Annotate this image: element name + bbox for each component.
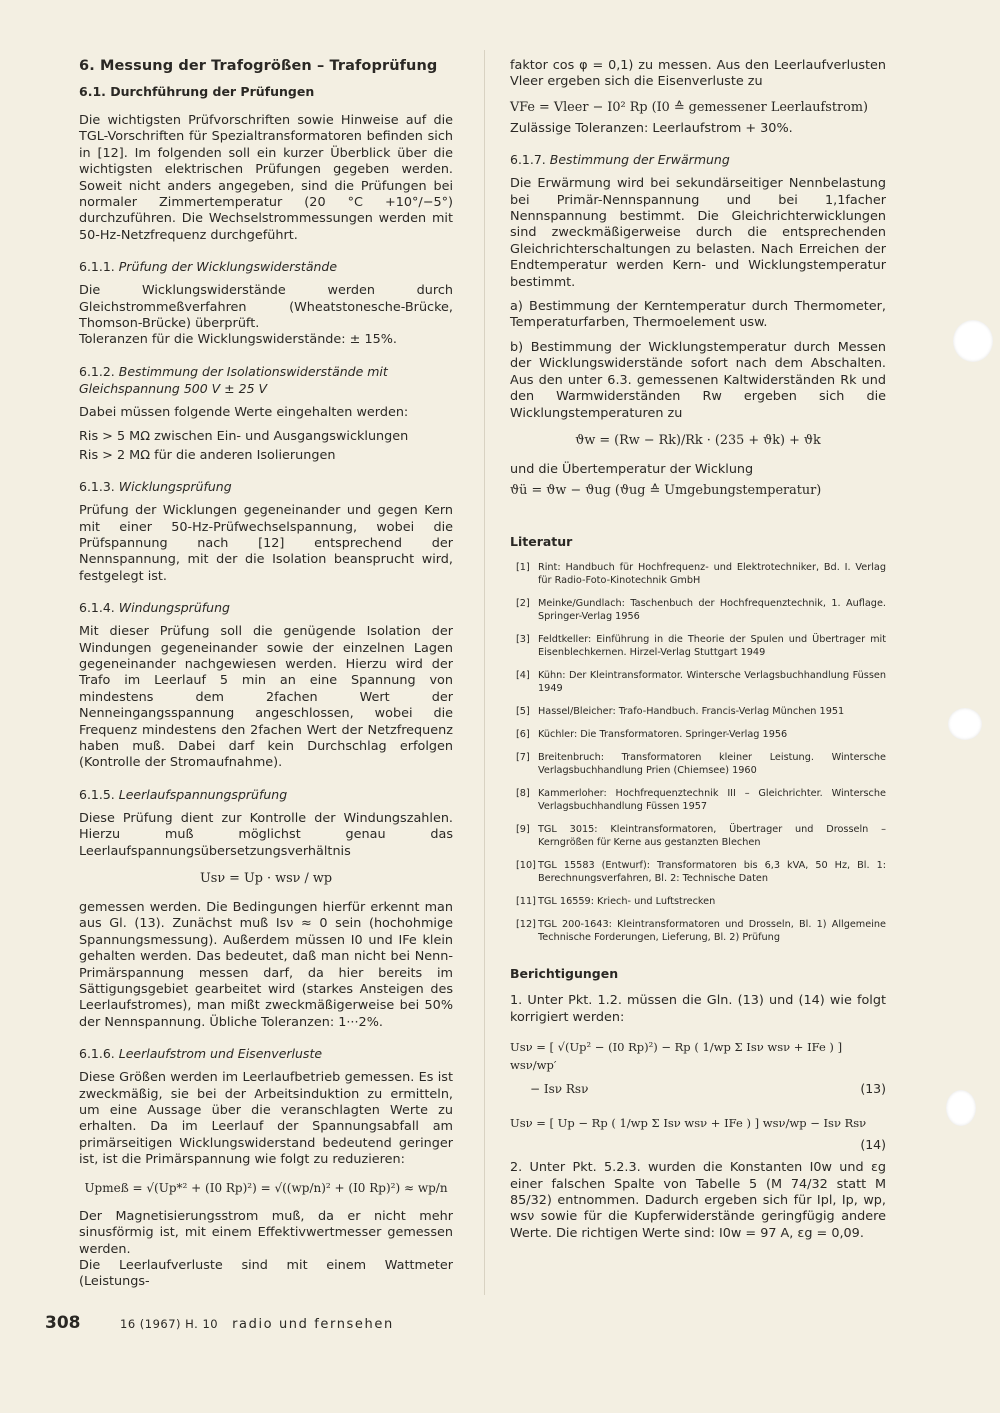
paragraph-6-1-6-losses: Die Leerlaufverluste sind mit einem Wattmeter (Leistungs- [79,1257,453,1290]
reference-item [516,633,886,659]
subsection-number: 6.1.5. [79,786,115,802]
subsection-heading-6-1-5 [79,786,453,803]
paragraph-6-1-2: Dabei müssen folgende Werte eingehalten werden: [79,404,409,420]
reference-list [510,561,886,944]
reference-number: [7] [516,752,530,764]
paragraph-continued: faktor cos φ = 0,1) zu messen. Aus den Leerlaufverlusten Vleer ergeben sich die Eisenverluste zu [510,58,886,90]
reference-number: [4] [516,670,530,682]
reference-text: TGL 16559: Kriech- und Luftstrecken [538,896,716,908]
reference-item [516,597,886,623]
chapter-title: 6. Messung der Trafogrößen – Trafoprüfung [79,58,438,74]
reference-text: Küchler: Die Transformatoren. Springer-Verlag 1956 [538,729,788,741]
reference-item [516,705,886,718]
subsection-heading-6-1-1 [79,258,453,275]
left-column [79,52,453,1299]
subsection-number: 6.1.1. [79,259,115,275]
reference-number: [11] [516,896,536,908]
subsection-title: Bestimmung der Erwärmung [549,152,730,168]
reference-number: [3] [516,634,530,646]
paragraph-6-1-7: Die Erwärmung wird bei sekundärseitiger Nennbelastung bei Primär-Nennspannung und bei 1,1facher Nennspannung bestimmt. Die Gleichrichterwicklungen sind zweckmäßigerweise durch die entsprechenden Gleichrichterschaltungen zu belasten. Nach Erreichen der Endtemperatur werden Kern- und Wicklungstemperatur bestimmt. [510,176,886,290]
reference-number: [9] [516,824,530,836]
reference-text: Kammerloher: Hochfrequenztechnik III – Gleichrichter. Wintersche Verlagsbuchhandlung Füssen 1957 [538,788,886,813]
formula-voltage-ratio: Usν = Up · wsν / wp [199,871,333,886]
subsection-heading-6-1-6 [79,1045,453,1062]
subsection-title: Leerlaufspannungsprüfung [118,786,288,802]
reference-text: Feldtkeller: Einführung in die Theorie der Spulen und Übertrager mit Eisenblechkernen. Hirzel-Verlag Stuttgart 1949 [538,634,886,659]
reference-item [516,895,886,908]
reference-number: [10] [516,860,536,872]
reference-text: Meinke/Gundlach: Taschenbuch der Hochfrequenztechnik, 1. Auflage. Springer-Verlag 1956 [538,598,886,623]
paragraph-6-1-2-a: Ris > 5 MΩ zwischen Ein- und Ausgangswicklungen [79,429,409,445]
corrections-heading: Berichtigungen [510,966,619,982]
equation-number-14: (14) [860,1137,886,1153]
page-number: 308 [45,1313,81,1333]
subsection-heading-6-1-7 [510,151,886,168]
reference-text: TGL 200-1643: Kleintransformatoren und Drosseln, Bl. 1) Allgemeine Technische Forderungen, Lieferung, Bl. 2) Prüfung [538,919,886,944]
paragraph-6-1-6-magnetizing: Der Magnetisierungsstrom muß, da er nicht mehr sinusförmig ist, mit einem Effektivwertmesser gemessen werden. [79,1208,453,1257]
reference-number: [1] [516,562,530,574]
subsection-title: Leerlaufstrom und Eisenverluste [118,1046,323,1062]
reference-item [516,787,886,813]
paragraph-6-1-1: Die Wicklungswiderstände werden durch Gleichstrommeßverfahren (Wheatstonesche-Brücke, Thomson-Brücke) überprüft. [79,283,453,332]
paragraph-overtemperature: und die Übertemperatur der Wicklung [510,461,754,477]
formula-14: Usν = [ Up − Rp ( 1/wp Σ Isν wsν + IFe ) ] wsν/wp − Isν Rsν [510,1116,867,1131]
subsection-heading-6-1-3 [79,478,453,495]
reference-number: [8] [516,788,530,800]
reference-item [516,561,886,587]
punch-hole [946,1090,976,1126]
subsection-title: Bestimmung der Isolationswiderstände mit Gleichspannung 500 V ± 25 V [79,363,388,396]
paragraph-6-1-7-b: b) Bestimmung der Wicklungstemperatur durch Messen der Wicklungswiderstände sofort nach dem Abschalten. Aus den unter 6.3. gemessenen Kaltwiderständen Rk und den Warmwiderständen Rw ergeben sich die Wicklungstemperaturen zu [510,339,886,421]
reference-text: Breitenbruch: Transformatoren kleiner Leistung. Wintersche Verlagsbuchhandlung Prien (Chiemsee) 1960 [538,752,886,777]
reference-item [516,728,886,741]
formula-13-tail: − Isν Rsν [530,1082,589,1097]
formula-13-continued [510,1080,886,1098]
corrections-item-1: 1. Unter Pkt. 1.2. müssen die Gln. (13) und (14) wie folgt korrigiert werden: [510,993,886,1025]
equation-number-13: (13) [860,1081,886,1097]
right-column [510,52,886,1250]
corrections-item-2: 2. Unter Pkt. 5.2.3. wurden die Konstanten I0w und εg einer falschen Spalte von Tabelle 5 (M 74/32 statt M 85/32) entnommen. Dadurch ergeben sich für Ipl, Ip, wp, wsν sowie für die Kupferwiderstände geringfügig andere Werte. Die richtigen Werte sind: I0w = 97 A, εg = 0,09. [510,1160,886,1241]
subsection-title: Wicklungsprüfung [118,479,232,495]
reference-number: [5] [516,706,530,718]
subsection-number: 6.1.3. [79,479,115,495]
reference-number: [6] [516,729,530,741]
reference-item [516,859,886,885]
section-heading-6-1: 6.1. Durchführung der Prüfungen [79,84,315,99]
formula-winding-temperature: ϑw = (Rw − Rk)/Rk · (235 + ϑk) + ϑk [575,432,821,448]
subsection-number: 6.1.7. [510,152,546,168]
page-footer [45,1313,645,1333]
paragraph-6-1-5: Diese Prüfung dient zur Kontrolle der Windungszahlen. Hierzu muß möglichst genau das Leerlaufspannungsübersetzungsverhältnis [79,810,453,859]
reference-item [516,751,886,777]
reference-item [516,823,886,849]
issue-info: 16 (1967) H. 10 [120,1317,219,1331]
formula-iron-losses: VFe = Vleer − I0² Rp (I0 ≙ gemessener Leerlaufstrom) [510,99,868,115]
paragraph-6-1-4: Mit dieser Prüfung soll die genügende Isolation der Windungen gegeneinander sowie der einzelnen Lagen gegeneinander nachgewiesen werden. Hierzu wird der Trafo im Leerlauf 5 min an eine Spannung von mindestens dem 2fachen Wert der Nenneingangsspannung angeschlossen, wobei die Frequenz mindestens den 2fachen Wert der Netzfrequenz haben muß. Dabei darf kein Durchschlag erfolgen (Kontrolle der Stromaufnahme). [79,624,453,771]
paragraph-6-1-6: Diese Größen werden im Leerlaufbetrieb gemessen. Es ist zweckmäßig, sie bei der Arbeitsinduktion zu ermitteln, um eine Aussage über die veranschlagten Werte zu erhalten. Da im Leerlauf der Spannungsabfall am primärseitigen Wicklungswiderstand bedeutend geringer ist, ist die Primärspannung wie folgt zu reduzieren: [79,1070,453,1168]
reference-number: [12] [516,919,536,931]
subsection-number: 6.1.2. [79,363,115,379]
subsection-title: Windungsprüfung [118,600,230,616]
journal-name: radio und fernsehen [232,1317,394,1332]
column-divider [484,50,485,1295]
reference-number: [2] [516,598,530,610]
subsection-heading-6-1-2 [79,363,453,397]
paragraph-6-1-7-a: a) Bestimmung der Kerntemperatur durch Thermometer, Temperaturfarben, Thermoelement usw. [510,299,886,331]
paragraph-6-1-5-cont: gemessen werden. Die Bedingungen hierfür erkennt man aus Gl. (13). Zunächst muß Isν ≈ 0 sein (hochohmige Spannungsmessung). Außerdem müssen I0 und IFe klein gehalten werden. Das bedeutet, daß man nicht bei Nenn-Primärspannung messen darf, da hier bereits im Sättigungsgebiet gearbeitet wird (starkes Ansteigen des Leerlaufstromes), man mißt zweckmäßigerweise bei 50% der Nennspannung. Übliche Toleranzen: 1···2%. [79,900,453,1030]
reference-text: Hassel/Bleicher: Trafo-Handbuch. Francis-Verlag München 1951 [538,706,845,718]
formula-overtemperature: ϑü = ϑw − ϑug (ϑug ≙ Umgebungstemperatur) [510,483,822,499]
reference-text: TGL 3015: Kleintransformatoren, Übertrager und Drosseln – Kerngrößen für Kerne aus gestanzten Blechen [538,824,886,849]
subsection-heading-6-1-4 [79,599,453,616]
reference-text: Rint: Handbuch für Hochfrequenz- und Elektrotechniker, Bd. I. Verlag für Radio-Foto-Kinotechnik GmbH [538,562,886,587]
punch-hole [953,320,993,362]
formula-primary-voltage: Upmeß = √(Up*² + (I0 Rp)²) = √((wp/n)² + (I0 Rp)²) ≈ wp/n [84,1180,448,1195]
subsection-number: 6.1.6. [79,1046,115,1062]
punch-hole [948,708,982,740]
paragraph-6-1-1-tolerance: Toleranzen für die Wicklungswiderstände: ± 15%. [79,332,397,348]
reference-item [516,669,886,695]
reference-text: Kühn: Der Kleintransformator. Wintersche Verlagsbuchhandlung Füssen 1949 [538,670,886,695]
reference-text: TGL 15583 (Entwurf): Transformatoren bis 6,3 kVA, 50 Hz, Bl. 1: Berechnungsverfahren, Bl. 2: Technische Daten [538,860,886,885]
reference-item [516,918,886,944]
subsection-number: 6.1.4. [79,600,115,616]
subsection-title: Prüfung der Wicklungswiderstände [118,259,338,275]
formula-14-number-row [510,1136,886,1154]
intro-paragraph: Die wichtigsten Prüfvorschriften sowie Hinweise auf die TGL-Vorschriften für Spezialtransformatoren befinden sich in [12]. Im folgenden soll ein kurzer Überblick über die wichtigsten elektrischen Prüfungen gegeben werden. Soweit nicht anders angegeben, sind die Prüfungen bei normaler Zimmertemperatur (20 °C +10°/−5°) durchzuführen. Die Wechselstrommessungen werden mit 50-Hz-Netzfrequenz durchgeführt. [79,113,453,243]
literature-heading: Literatur [510,534,573,550]
formula-13: Usν = [ √(Up² − (I0 Rp)²) − Rp ( 1/wp Σ Isν wsν + IFe ) ] wsν/wp′ [510,1040,843,1073]
paragraph-tolerance: Zulässige Toleranzen: Leerlaufstrom + 30%. [510,120,793,136]
paragraph-6-1-3: Prüfung der Wicklungen gegeneinander und gegen Kern mit einer 50-Hz-Prüfwechselspannung, wobei die Prüfspannung nach [12] entsprechend der Nennspannung, mit der die Isolation beansprucht wird, festgelegt ist. [79,503,453,584]
paragraph-6-1-2-b: Ris > 2 MΩ für die anderen Isolierungen [79,447,336,463]
